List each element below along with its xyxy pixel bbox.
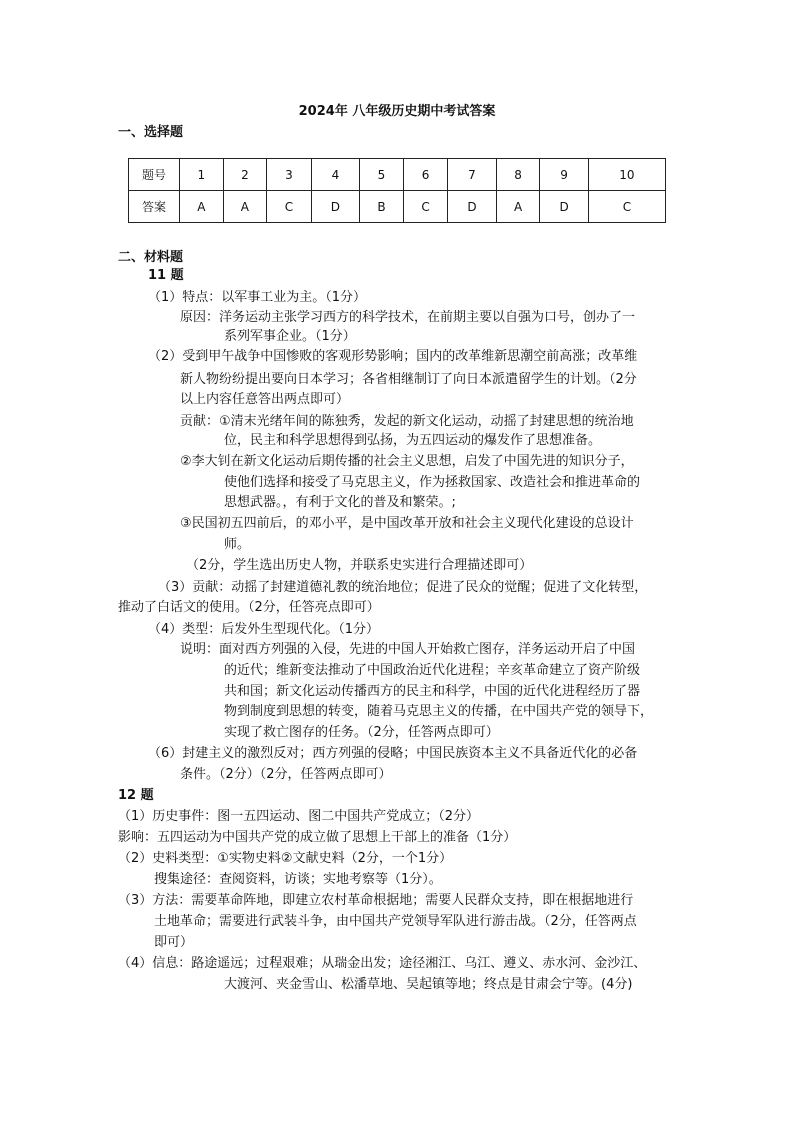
section-heading-material: 二、材料题 bbox=[118, 250, 184, 265]
table-cell: B bbox=[360, 191, 404, 223]
answer-line: （4）信息：路途遥远；过程艰难；从瑞金出发；途径湘江、乌江、遵义、赤水河、金沙江、 bbox=[118, 956, 647, 971]
table-cell: 3 bbox=[267, 159, 311, 191]
q12-heading: 12 题 bbox=[118, 788, 154, 803]
answer-line: 影响：五四运动为中国共产党的成立做了思想上干部上的准备（1分） bbox=[118, 830, 517, 845]
q11-heading: 11 题 bbox=[148, 268, 184, 283]
answer-line: 实现了救亡图存的任务。（2分，任答两点即可） bbox=[224, 725, 499, 740]
table-cell: 6 bbox=[403, 159, 447, 191]
answer-line: 共和国；新文化运动传播西方的民主和科学，中国的近代化进程经历了器 bbox=[224, 684, 641, 699]
answer-line: （6）封建主义的激烈反对；西方列强的侵略；中国民族资本主义不具备近代化的必备 bbox=[148, 746, 638, 761]
answer-line: ③民国初五四前后，的邓小平，是中国改革开放和社会主义现代化建设的总设计 bbox=[180, 516, 634, 531]
answer-line: （2）受到甲午战争中国惨败的客观形势影响；国内的改革维新思潮空前高涨；改革维 bbox=[148, 349, 638, 364]
table-header-number: 题号 bbox=[129, 159, 180, 191]
answer-line: 思想武器。，有利于文化的普及和繁荣。; bbox=[224, 495, 456, 510]
answer-line: 说明：面对西方列强的入侵，先进的中国人开始救亡图存，洋务运动开启了中国 bbox=[180, 642, 636, 657]
table-cell: A bbox=[180, 191, 224, 223]
answer-table bbox=[128, 158, 666, 223]
table-cell: D bbox=[311, 191, 360, 223]
table-cell: A bbox=[223, 191, 267, 223]
table-cell: A bbox=[496, 191, 540, 223]
answer-line: 位，民主和科学思想得到弘扬，为五四运动的爆发作了思想准备。 bbox=[224, 433, 602, 448]
answer-line: （4）类型：后发外生型现代化。（1分） bbox=[148, 622, 380, 637]
table-cell: D bbox=[540, 191, 589, 223]
table-cell: 4 bbox=[311, 159, 360, 191]
answer-line: 条件。（2分）（2分，任答两点即可） bbox=[180, 767, 392, 782]
answer-line: （3）方法：需要革命阵地，即建立农村革命根据地；需要人民群众支持，即在根据地进行 bbox=[118, 893, 634, 908]
table-cell: D bbox=[448, 191, 497, 223]
answer-line: 大渡河、夹金雪山、松潘草地、吴起镇等地；终点是甘肃会宁等。(4分) bbox=[224, 977, 633, 992]
answer-line: 贡献：①清末光绪年间的陈独秀，发起的新文化运动，动摇了封建思想的统治地 bbox=[180, 414, 634, 429]
table-header-answer: 答案 bbox=[129, 191, 180, 223]
answer-line: 搜集途径：查阅资料，访谈；实地考察等（1分）。 bbox=[154, 872, 442, 887]
answer-line: 土地革命；需要进行武装斗争，由中国共产党领导军队进行游击战。（2分，任答两点 bbox=[154, 914, 637, 929]
answer-line: （2分，学生选出历史人物，并联系史实进行合理描述即可） bbox=[186, 558, 533, 573]
table-cell: C bbox=[588, 191, 665, 223]
table-row-answers bbox=[129, 191, 666, 223]
table-cell: C bbox=[403, 191, 447, 223]
table-cell: 5 bbox=[360, 159, 404, 191]
section-heading-choice: 一、选择题 bbox=[118, 125, 184, 140]
table-cell: 7 bbox=[448, 159, 497, 191]
table-row-numbers bbox=[129, 159, 666, 191]
answer-line: 以上内容任意答出两点即可） bbox=[180, 392, 350, 407]
answer-line: ②李大钊在新文化运动后期传播的社会主义思想，启发了中国先进的知识分子， bbox=[180, 454, 634, 469]
answer-line: 使他们选择和接受了马克思主义，作为拯救国家、改造社会和推进革命的 bbox=[224, 475, 641, 490]
table-cell: 10 bbox=[588, 159, 665, 191]
table-cell: 9 bbox=[540, 159, 589, 191]
answer-line: 师。 bbox=[224, 537, 251, 552]
table-cell: 1 bbox=[180, 159, 224, 191]
answer-line: 新人物纷纷提出要向日本学习；各省相继制订了向日本派遣留学生的计划。（2分 bbox=[180, 372, 637, 387]
answer-line: 系列军事企业。（1分） bbox=[224, 329, 356, 344]
answer-line: 推动了白话文的使用。（2分，任答亮点即可） bbox=[118, 600, 380, 615]
answer-line: （1）历史事件：图一五四运动、图二中国共产党成立；（2分） bbox=[118, 809, 480, 824]
answer-line: 原因：洋务运动主张学习西方的科学技术，在前期主要以自强为口号，创办了一 bbox=[180, 310, 636, 325]
answer-line: 物到制度到思想的转变，随着马克思主义的传播，在中国共产党的领导下， bbox=[224, 704, 654, 719]
table-cell: 2 bbox=[223, 159, 267, 191]
answer-line: 即可） bbox=[154, 935, 194, 950]
answer-line: （3）贡献：动摇了封建道德礼教的统治地位；促进了民众的觉醒；促进了文化转型， bbox=[158, 580, 648, 595]
table-cell: 8 bbox=[496, 159, 540, 191]
answer-line: 的近代；维新变法推动了中国政治近代化进程；辛亥革命建立了资产阶级 bbox=[224, 663, 641, 678]
table-cell: C bbox=[267, 191, 311, 223]
page-title: 2024年 八年级历史期中考试答案 bbox=[298, 104, 496, 119]
answer-line: （2）史料类型：①实物史料②文献史料（2分，一个1分） bbox=[118, 851, 453, 866]
answer-line: （1）特点：以军事工业为主。（1分） bbox=[148, 290, 367, 305]
